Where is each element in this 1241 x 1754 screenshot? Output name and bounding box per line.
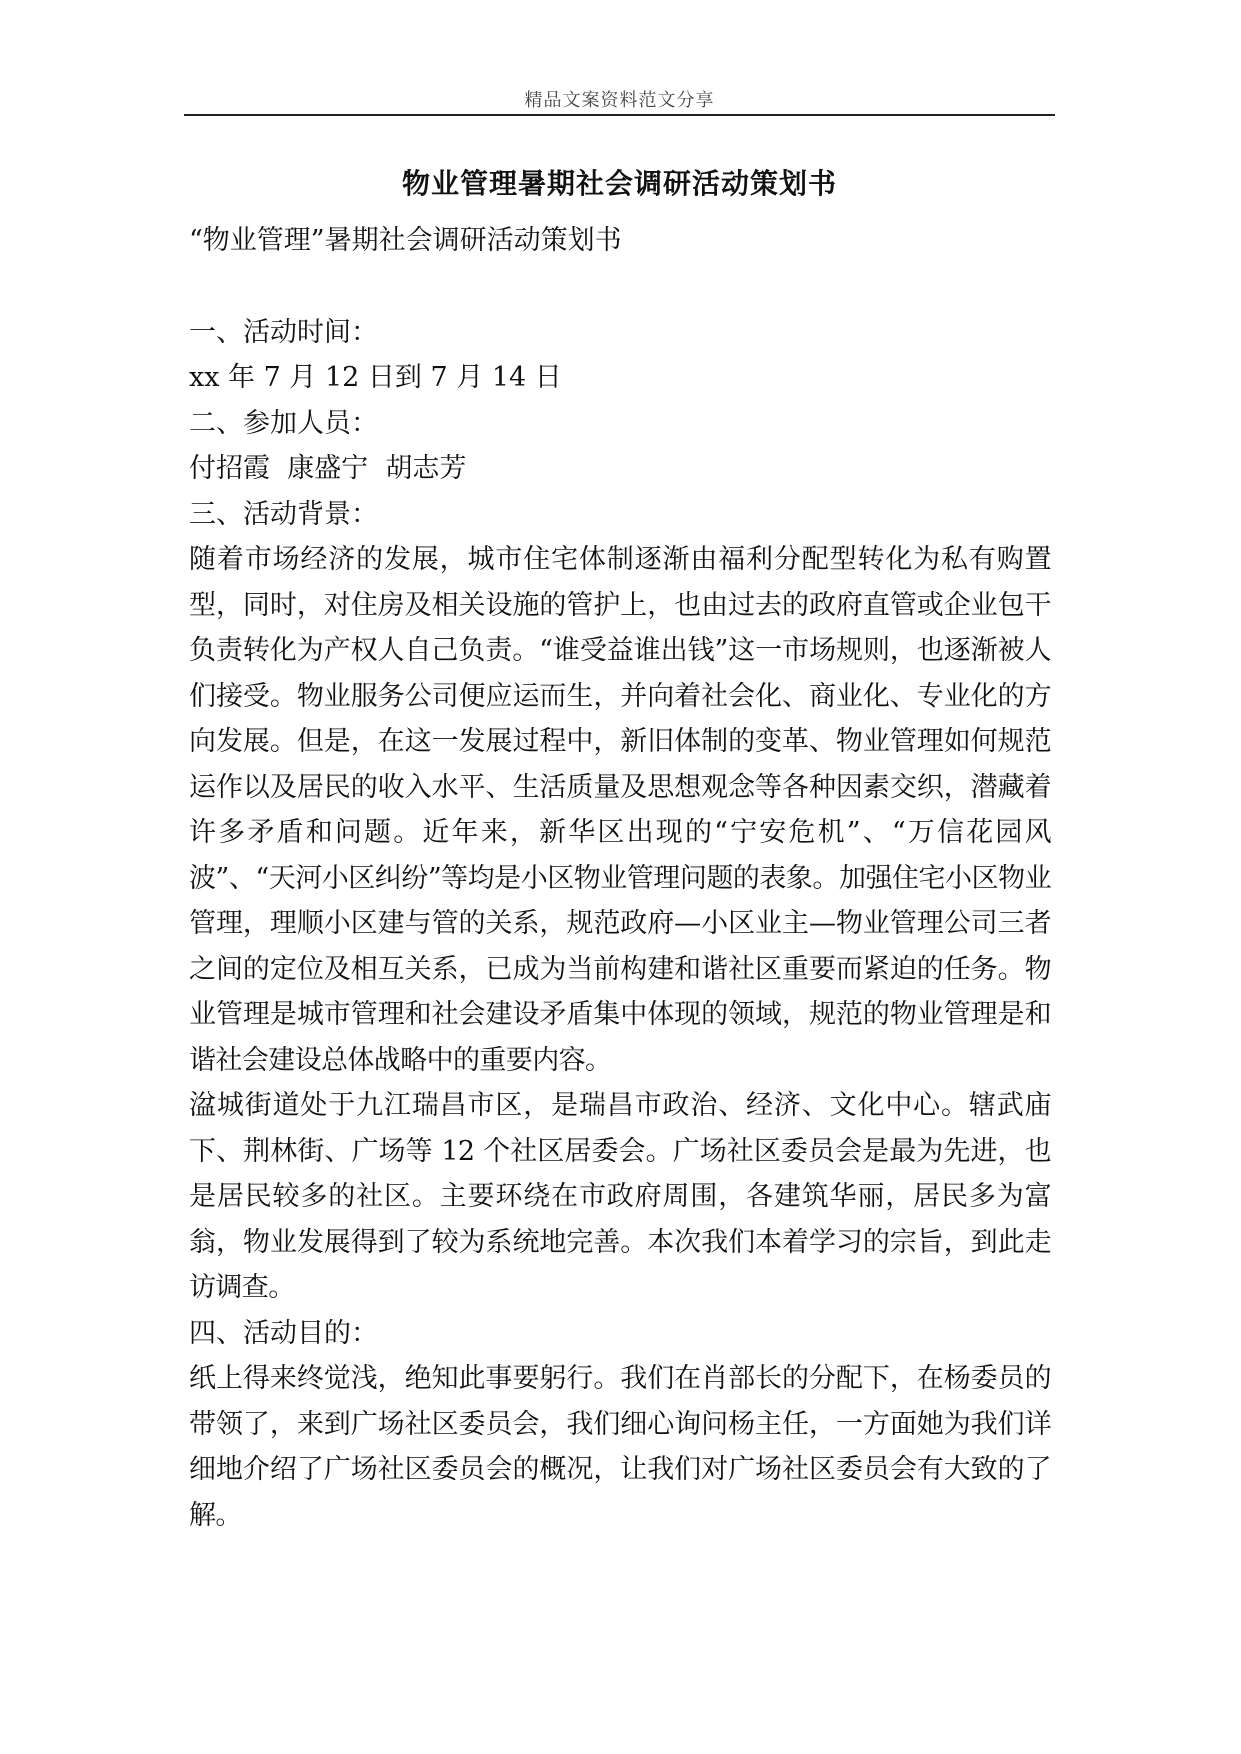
section-heading-time: 一、活动时间： bbox=[189, 316, 378, 348]
document-subtitle: “物业管理”暑期社会调研活动策划书 bbox=[189, 225, 622, 256]
background-paragraph-2: 湓城街道处于九江瑞昌市区，是瑞昌市政治、经济、文化中心。辖武庙下、荆林街、广场等 12 个社区居委会。广场社区委员会是最为先进，也是居民较多的社区。主要环绕在市政府周围，各建筑华丽，居民多为富翁，物业发展得到了较为系统地完善。本次我们本着学习的宗旨，到此走访调查。 bbox=[189, 1090, 1051, 1303]
participants-list: 付招霞 康盛宁 胡志芳 bbox=[189, 453, 467, 484]
purpose-paragraph-1: 纸上得来终觉浅，绝知此事要躬行。我们在肖部长的分配下，在杨委员的带领了，来到广场社区委员会，我们细心询问杨主任，一方面她为我们详细地介绍了广场社区委员会的概况，让我们对广场社区委员会有大致的了解。 bbox=[189, 1363, 1051, 1531]
page-header: 精品文案资料范文分享 bbox=[524, 90, 715, 111]
header-divider bbox=[184, 114, 1055, 116]
section-heading-participants: 二、参加人员： bbox=[189, 407, 378, 439]
background-paragraph-1: 随着市场经济的发展，城市住宅体制逐渐由福利分配型转化为私有购置型，同时，对住房及相关设施的管护上，也由过去的政府直管或企业包干负责转化为产权人自己负责。“谁受益谁出钱”这一市场规则，也逐渐被人们接受。物业服务公司便应运而生，并向着社会化、商业化、专业化的方向发展。但是，在这一发展过程中，新旧体制的变革、物业管理如何规范运作以及居民的收入水平、生活质量及思想观念等各种因素交织，潜藏着许多矛盾和问题。近年来，新华区出现的“宁安危机”、“万信花园风波”、“天河小区纠纷”等均是小区物业管理问题的表象。加强住宅小区物业管理，理顺小区建与管的关系，规范政府—小区业主—物业管理公司三者之间的定位及相互关系，已成为当前构建和谐社区重要而紧迫的任务。物业管理是城市管理和社会建设矛盾集中体现的领域，规范的物业管理是和谐社会建设总体战略中的重要内容。 bbox=[189, 544, 1051, 1076]
document-body bbox=[189, 218, 1051, 1538]
blank-line bbox=[189, 264, 1051, 310]
document-title: 物业管理暑期社会调研活动策划书 bbox=[401, 167, 837, 200]
section-heading-background: 三、活动背景： bbox=[189, 498, 378, 530]
section-heading-purpose: 四、活动目的： bbox=[189, 1317, 378, 1349]
activity-dates: xx 年 7 月 12 日到 7 月 14 日 bbox=[189, 362, 562, 393]
